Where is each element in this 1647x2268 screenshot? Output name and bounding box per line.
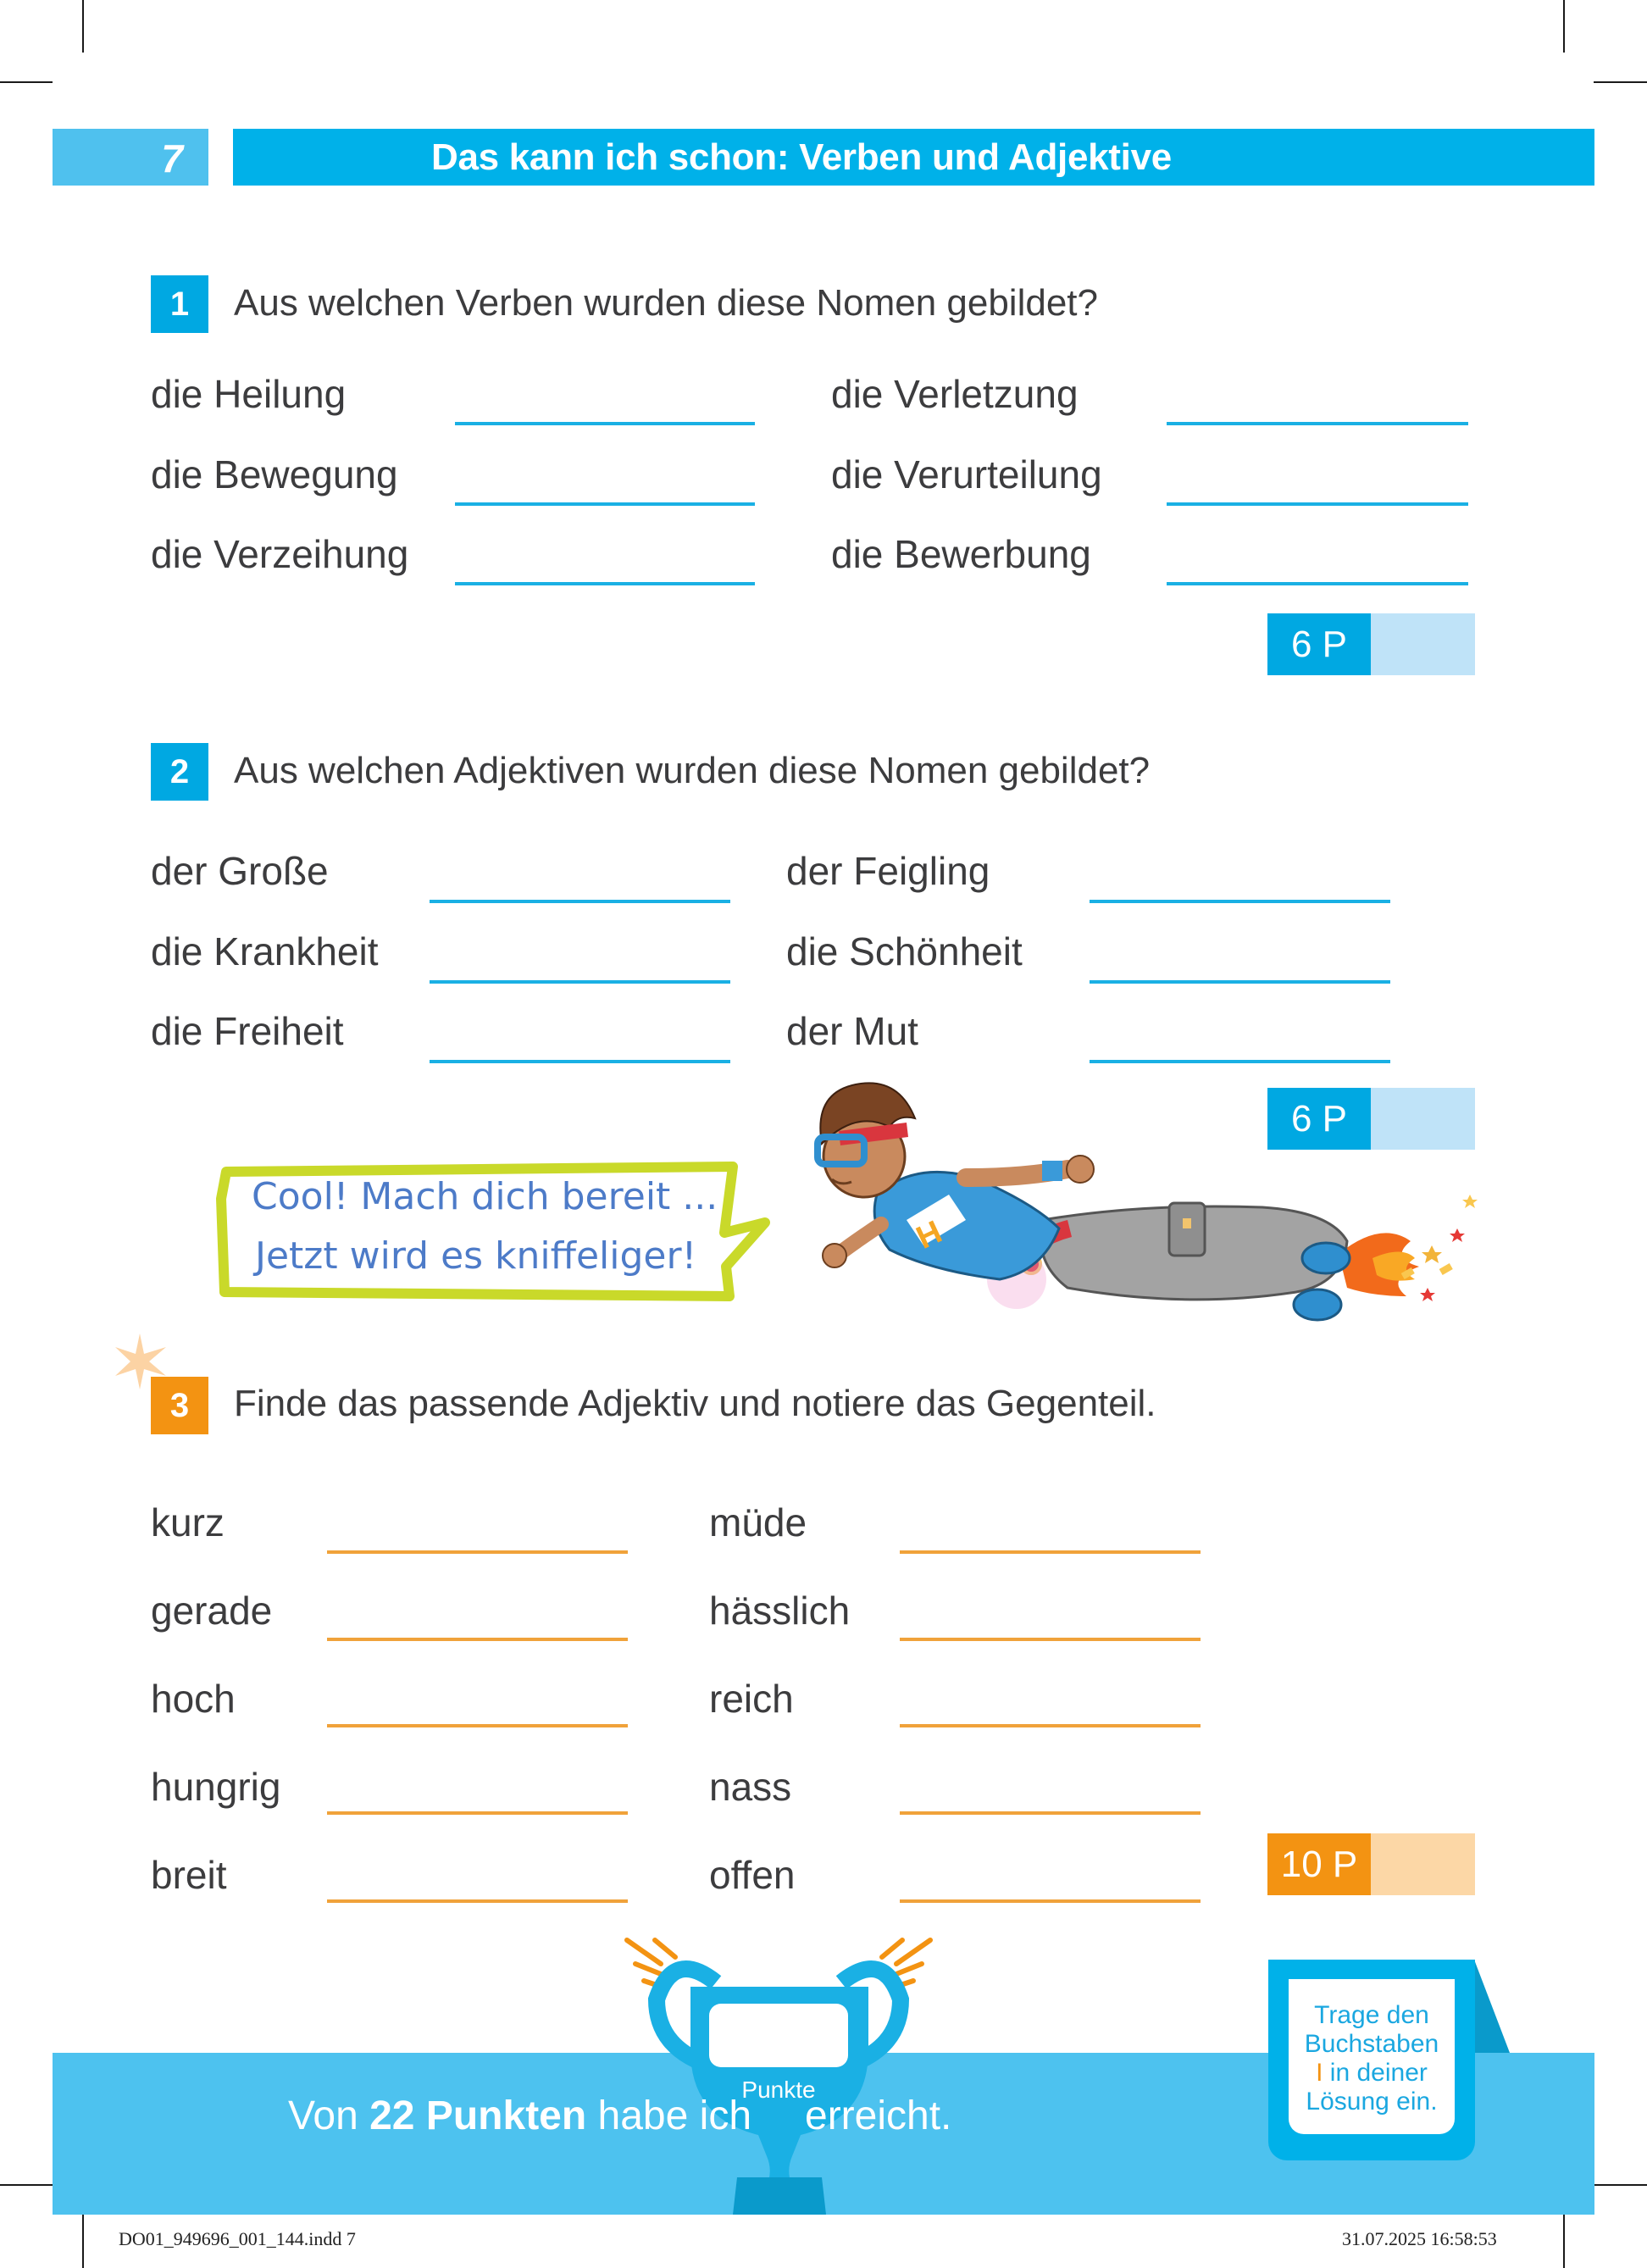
answer-line[interactable] — [1090, 1060, 1390, 1063]
crop-mark — [0, 2184, 53, 2186]
svg-text:H: H — [911, 1214, 948, 1256]
exercise-1-item: die Verurteilung — [831, 452, 1102, 496]
trophy-label: Punkte — [741, 2077, 816, 2103]
exercise-1-item: die Heilung — [151, 372, 347, 416]
crop-mark — [1563, 0, 1565, 53]
crop-mark — [82, 2215, 84, 2268]
page-number: 7 — [161, 136, 183, 180]
footer-filename: DO01_949696_001_144.indd 7 — [119, 2228, 356, 2249]
flying-superhero-boy-illustration — [788, 1076, 1483, 1364]
score-sentence — [288, 2093, 751, 2139]
answer-line[interactable] — [1167, 502, 1468, 506]
points-badge-3 — [1267, 1833, 1475, 1895]
exercise-3-item: gerade — [151, 1589, 273, 1633]
exercise-2-item: der Feigling — [786, 849, 990, 893]
answer-line[interactable] — [327, 1811, 628, 1815]
exercise-3-item: nass — [709, 1765, 792, 1809]
crop-mark — [0, 81, 53, 83]
exercise-3-item: kurz — [151, 1500, 225, 1544]
points-entry-field[interactable] — [1371, 613, 1475, 675]
crop-mark — [1594, 81, 1647, 83]
page-number-box — [53, 129, 208, 186]
score-prefix: Von — [288, 2093, 358, 2138]
chapter-title: Das kann ich schon: Verben und Adjektive — [431, 136, 1172, 178]
solution-letter: I — [1316, 2059, 1323, 2087]
speech-bubble-line-2: Jetzt wird es kniffeliger! — [255, 1234, 697, 1278]
answer-line[interactable] — [455, 502, 755, 506]
points-value: 10 P — [1267, 1833, 1371, 1895]
crop-mark — [1594, 2184, 1647, 2186]
score-middle: habe ich — [597, 2093, 752, 2138]
answer-line[interactable] — [1167, 422, 1468, 425]
exercise-number-1: 1 — [151, 275, 208, 333]
exercise-3-item: reich — [709, 1677, 794, 1721]
answer-line[interactable] — [900, 1724, 1201, 1727]
exercise-instruction-2: Aus welchen Adjektiven wurden diese Nomen gebildet? — [234, 750, 1151, 791]
exercise-2-item: der Große — [151, 849, 329, 893]
tag-line — [1289, 2059, 1455, 2088]
crop-mark — [1563, 2215, 1565, 2268]
exercise-2-item: der Mut — [786, 1009, 918, 1053]
solution-letter-note — [1289, 1979, 1455, 2134]
points-badge-1 — [1267, 613, 1475, 675]
tag-line: Buchstaben — [1304, 2030, 1439, 2058]
exercise-1-item: die Verletzung — [831, 372, 1079, 416]
answer-line[interactable] — [430, 980, 730, 984]
points-value: 6 P — [1267, 613, 1371, 675]
answer-line[interactable] — [900, 1811, 1201, 1815]
exercise-instruction-3: Finde das passende Adjektiv und notiere das Gegenteil. — [234, 1383, 1156, 1424]
points-value: 6 P — [1267, 1088, 1371, 1150]
solution-letter-tag — [1268, 1960, 1475, 2160]
answer-line[interactable] — [455, 582, 755, 585]
exercise-3-item: hoch — [151, 1677, 236, 1721]
speech-bubble-line-1: Cool! Mach dich bereit ... — [252, 1175, 718, 1218]
answer-line[interactable] — [327, 1638, 628, 1641]
answer-line[interactable] — [900, 1638, 1201, 1641]
exercise-3-item: offen — [709, 1853, 796, 1897]
exercise-3-item: müde — [709, 1500, 807, 1544]
answer-line[interactable] — [1090, 900, 1390, 903]
answer-line[interactable] — [327, 1550, 628, 1554]
answer-line[interactable] — [327, 1724, 628, 1727]
exercise-number-2: 2 — [151, 743, 208, 801]
points-entry-field[interactable] — [1371, 1833, 1475, 1895]
exercise-3-item: breit — [151, 1853, 227, 1897]
exercise-instruction-1: Aus welchen Verben wurden diese Nomen gebildet? — [234, 282, 1098, 324]
score-suffix: erreicht. — [805, 2093, 952, 2138]
exercise-1-item: die Verzeihung — [151, 532, 409, 576]
exercise-1-item: die Bewegung — [151, 452, 398, 496]
rocket-flame-icon — [1339, 1195, 1478, 1301]
answer-line[interactable] — [900, 1550, 1201, 1554]
exercise-2-item: die Schönheit — [786, 929, 1023, 973]
answer-line[interactable] — [430, 900, 730, 903]
tag-line-text: in deiner — [1329, 2059, 1428, 2087]
answer-line[interactable] — [327, 1899, 628, 1903]
exercise-2-item: die Krankheit — [151, 929, 379, 973]
answer-line[interactable] — [1090, 980, 1390, 984]
exercise-3-item: hungrig — [151, 1765, 281, 1809]
chapter-title-bar — [233, 129, 1594, 186]
score-total: 22 Punkten — [369, 2093, 587, 2138]
exercise-number-3: 3 — [151, 1377, 208, 1434]
exercise-2-item: die Freiheit — [151, 1009, 344, 1053]
answer-line[interactable] — [1167, 582, 1468, 585]
exercise-3-item: hässlich — [709, 1589, 851, 1633]
trophy-icon — [623, 1932, 936, 2215]
footer-timestamp: 31.07.2025 16:58:53 — [1342, 2228, 1497, 2249]
answer-line[interactable] — [900, 1899, 1201, 1903]
answer-line[interactable] — [430, 1060, 730, 1063]
tag-line: Trage den — [1314, 2001, 1429, 2029]
tag-line: Lösung ein. — [1306, 2088, 1438, 2116]
crop-mark — [82, 0, 84, 53]
answer-line[interactable] — [455, 422, 755, 425]
exercise-1-item: die Bewerbung — [831, 532, 1091, 576]
